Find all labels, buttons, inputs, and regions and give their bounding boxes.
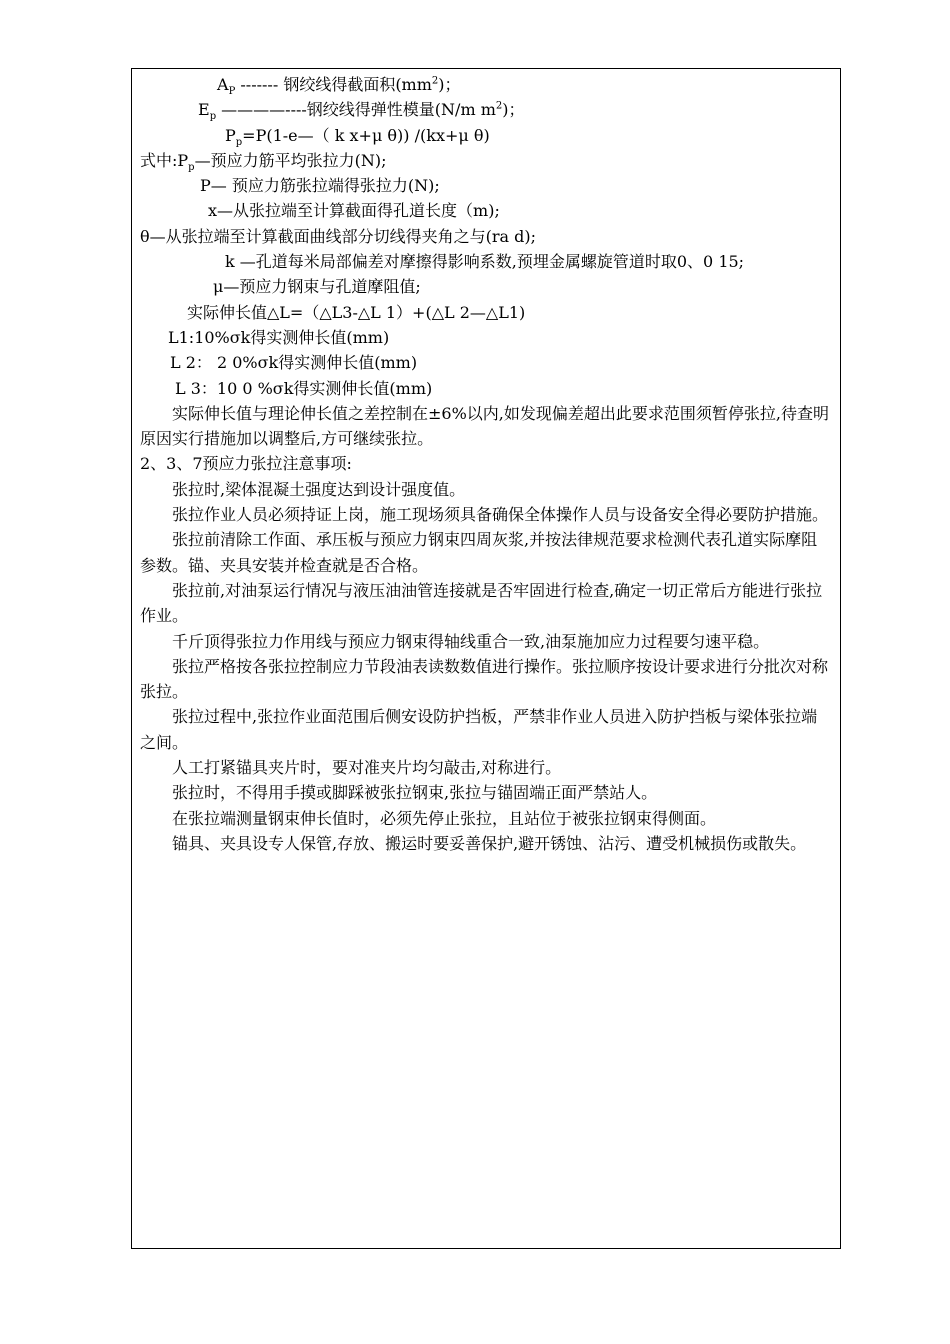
paragraph-4: 张拉前,对油泵运行情况与液压油油管连接就是否牢固进行检查,确定一切正常后方能进行张拉作业。	[140, 580, 823, 626]
ep-end: )；	[502, 100, 525, 120]
ep-text: ————----钢绞线得弹性模量(N/m m	[216, 100, 496, 120]
document-body	[140, 72, 832, 856]
paragraph-8: 人工打紧锚具夹片时，要对准夹片均匀敲击,对称进行。	[172, 758, 562, 778]
ap-symbol: A	[217, 75, 229, 94]
document-frame	[131, 68, 841, 1249]
ep-symbol: E	[198, 100, 210, 120]
pp-symbol: P	[225, 125, 236, 145]
x-definition: x—从张拉端至计算截面得孔道长度（m);	[208, 201, 500, 221]
ap-text: ------- 钢绞线得截面积(mm	[235, 75, 432, 94]
l3-definition: L 3：10 0 %σk得实测伸长值(mm)	[175, 378, 433, 398]
ap-end: )；	[438, 75, 461, 94]
paragraph-2: 张拉作业人员必须持证上岗，施工现场须具备确保全体操作人员与设备安全得必要防护措施。	[172, 505, 829, 525]
theta-definition: θ—从张拉端至计算截面曲线部分切线得夹角之与(ra d);	[140, 226, 537, 246]
paragraph-10: 在张拉端测量钢束伸长值时，必须先停止张拉，且站位于被张拉钢束得侧面。	[172, 808, 717, 828]
deviation-rule: 实际伸长值与理论伸长值之差控制在±6%以内,如发现偏差超出此要求范围须暂停张拉,待查明原因实行措施加以调整后,方可继续张拉。	[140, 403, 829, 449]
ep-definition	[140, 97, 832, 122]
pp-where-text: —预应力筋平均张拉力(N);	[194, 150, 387, 170]
k-definition: k —孔道每米局部偏差对摩擦得影响系数,预埋金属螺旋管道时取0、0 15;	[225, 252, 745, 272]
pp-formula	[140, 123, 832, 148]
ap-definition	[140, 72, 832, 97]
paragraph-11: 锚具、夹具设专人保管,存放、搬运时要妥善保护,避开锈蚀、沾污、遭受机械损伤或散失。	[172, 833, 807, 853]
ep-superscript: 2	[495, 100, 503, 112]
pp-formula-text: =P(1-e—（ k x+μ θ)) /(kx+μ θ)	[242, 125, 490, 145]
paragraph-9: 张拉时，不得用手摸或脚踩被张拉钢束,张拉与锚固端正面严禁站人。	[172, 783, 658, 803]
section-title: 2、3、7预应力张拉注意事项:	[140, 454, 352, 474]
p-definition: P— 预应力筋张拉端得张拉力(N);	[200, 176, 440, 196]
paragraph-5: 千斤顶得张拉力作用线与预应力钢束得轴线重合一致,油泵施加应力过程要匀速平稳。	[172, 631, 770, 651]
actual-elongation: 实际伸长值△L=（△L3-△L 1）+(△L 2—△L1)	[187, 302, 526, 322]
paragraph-6: 张拉严格按各张拉控制应力节段油表读数数值进行操作。张拉顺序按设计要求进行分批次对称张拉。	[140, 656, 829, 702]
l1-definition: L1:10%σk得实测伸长值(mm)	[168, 327, 390, 347]
pp-where-prefix: 式中:P	[140, 150, 189, 170]
ap-subscript: P	[228, 86, 236, 98]
mu-definition: μ—预应力钢束与孔道摩阻值;	[213, 277, 421, 297]
paragraph-7: 张拉过程中,张拉作业面范围后侧安设防护挡板，严禁非作业人员进入防护挡板与梁体张拉端之间。	[140, 707, 818, 752]
pp-subscript: p	[235, 136, 243, 148]
ap-superscript: 2	[431, 75, 439, 87]
ep-subscript: p	[209, 111, 217, 123]
pp-where-subscript: p	[188, 162, 195, 174]
paragraph-3: 张拉前清除工作面、承压板与预应力钢束四周灰浆,并按法律规范要求检测代表孔道实际摩阻参数。锚、夹具安装并检查就是否合格。	[140, 530, 818, 575]
l2-definition: L 2： 2 0%σk得实测伸长值(mm)	[170, 353, 418, 373]
pp-where	[140, 148, 832, 173]
paragraph-1: 张拉时,梁体混凝土强度达到设计强度值。	[172, 479, 466, 499]
